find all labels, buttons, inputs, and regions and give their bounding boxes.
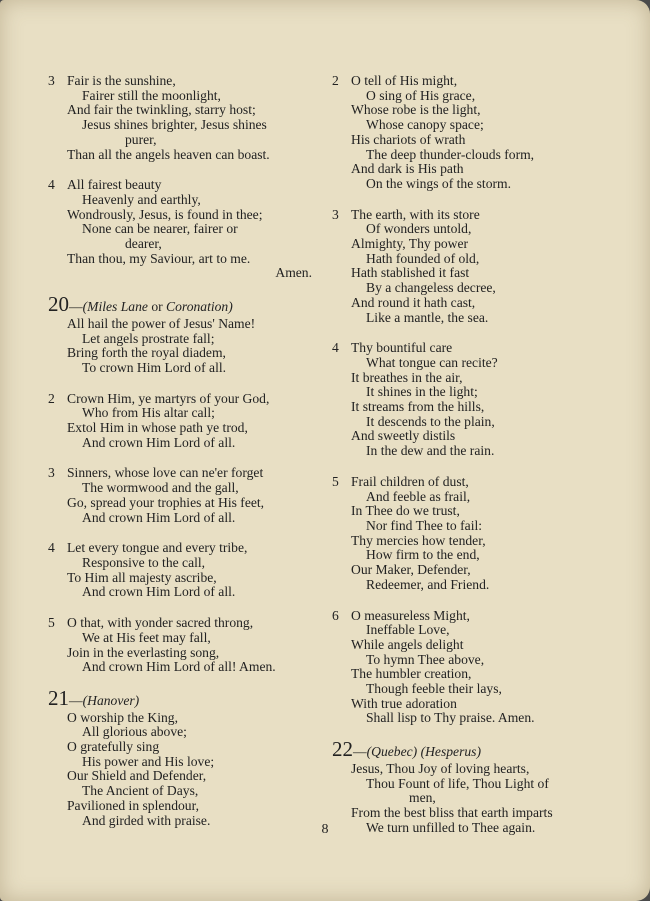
verse-text: To hymn Thee above, [366, 651, 485, 667]
verse-text: Heavenly and earthly, [82, 191, 201, 207]
verse-text: It breathes in the air, [351, 369, 463, 385]
verse-text: Fairer still the moonlight, [82, 87, 221, 103]
verse-text: Who from His altar call; [82, 405, 215, 421]
right-column [332, 74, 612, 851]
verse-line [332, 791, 612, 806]
verse-text: Thy mercies how tender, [351, 532, 486, 548]
verse-line [48, 466, 318, 481]
verse-text: From the best bliss that earth imparts [351, 804, 553, 820]
verse-text: Jesus, Thou Joy of loving hearts, [351, 760, 530, 776]
stanza [48, 711, 318, 829]
verse-text: We turn unfilled to Thee again. [366, 819, 536, 835]
verse-line [48, 660, 318, 675]
verse-text: Our Maker, Defender, [351, 562, 471, 578]
verse-text: Shall lisp to Thy praise. Amen. [366, 710, 535, 726]
verse-line [332, 578, 612, 593]
verse-line [332, 133, 612, 148]
verse-text: And feeble as frail, [366, 488, 471, 504]
verse-text: His power and His love; [82, 753, 215, 769]
verse-line [48, 252, 318, 267]
stanza-number: 3 [48, 73, 55, 88]
verse-text: On the wings of the storm. [366, 175, 511, 191]
verse-line [48, 266, 318, 281]
hymn-number: 21 [48, 685, 69, 710]
tune-names: —(Hanover) [69, 692, 140, 708]
verse-text: And crown Him Lord of all! Amen. [82, 659, 276, 675]
verse-line [48, 406, 318, 421]
verse-line [332, 711, 612, 726]
verse-line [332, 534, 612, 549]
verse-line [332, 519, 612, 534]
verse-line [48, 89, 318, 104]
verse-line [332, 609, 612, 624]
verse-line [48, 222, 318, 237]
verse-line [48, 571, 318, 586]
stanza-number: 4 [48, 177, 55, 193]
verse-line [48, 332, 318, 347]
hymn-number: 20 [48, 292, 69, 317]
verse-line [332, 762, 612, 777]
stanza-number: 4 [332, 340, 339, 356]
verse-line [48, 436, 318, 451]
verse-line [332, 103, 612, 118]
verse-text: Almighty, Thy power [351, 236, 469, 252]
verse-line [48, 799, 318, 814]
verse-line [332, 777, 612, 792]
verse-text: The Ancient of Days, [82, 783, 199, 799]
verse-text: None can be nearer, fairer or [82, 221, 238, 237]
verse-line [332, 237, 612, 252]
verse-line [48, 740, 318, 755]
verse-line [48, 616, 318, 631]
stanza [48, 317, 318, 376]
verse-text: Whose canopy space; [366, 117, 484, 133]
verse-line [332, 118, 612, 133]
verse-text: What tongue can recite? [366, 354, 498, 370]
verse-text: The deep thunder-clouds form, [366, 146, 535, 162]
verse-text: In the dew and the rain. [366, 443, 495, 459]
verse-line [332, 697, 612, 712]
stanza-number: 3 [332, 206, 339, 222]
verse-text: Responsive to the call, [82, 554, 206, 570]
verse-line [332, 444, 612, 459]
verse-line [48, 361, 318, 376]
stanza-number: 2 [332, 73, 339, 88]
verse-line [48, 585, 318, 600]
stanza-number: 5 [48, 615, 55, 631]
tune-names: —(Miles Lane or Coronation) [69, 299, 233, 315]
verse-text: Let every tongue and every tribe, [67, 540, 248, 556]
verse-text: Hath stablished it fast [351, 265, 470, 281]
stanza [332, 208, 612, 326]
stanza [48, 74, 318, 162]
verse-text: How firm to the end, [366, 547, 480, 563]
verse-line [48, 133, 318, 148]
verse-line [332, 371, 612, 386]
verse-text: Thou Fount of life, Thou Light of [366, 775, 549, 791]
verse-text: The earth, with its store [351, 206, 480, 222]
verse-text: Our Shield and Defender, [67, 768, 207, 784]
verse-line [332, 222, 612, 237]
verse-line [332, 475, 612, 490]
verse-line [48, 631, 318, 646]
verse-line [332, 148, 612, 163]
verse-line [332, 311, 612, 326]
verse-text: To Him all majesty ascribe, [67, 569, 217, 585]
verse-text: And girded with praise. [82, 812, 211, 828]
verse-text: All fairest beauty [67, 177, 162, 193]
verse-line [332, 429, 612, 444]
verse-text: We at His feet may fall, [82, 629, 211, 645]
verse-text: Redeemer, and Friend. [366, 576, 490, 592]
verse-line [332, 504, 612, 519]
verse-line [48, 421, 318, 436]
verse-text: men, [409, 790, 436, 806]
verse-text: With true adoration [351, 695, 457, 711]
verse-text: Extol Him in whose path ye trod, [67, 420, 248, 436]
verse-line [332, 341, 612, 356]
verse-line [48, 541, 318, 556]
verse-text: Pavilioned in splendour, [67, 797, 199, 813]
verse-line [332, 563, 612, 578]
verse-line [332, 208, 612, 223]
verse-line [332, 89, 612, 104]
verse-text: And fair the twinkling, starry host; [67, 102, 256, 118]
verse-line [48, 392, 318, 407]
verse-line [332, 667, 612, 682]
verse-line [48, 148, 318, 163]
verse-text: O tell of His might, [351, 73, 458, 88]
verse-text: Though feeble their lays, [366, 681, 502, 697]
verse-line [48, 178, 318, 193]
stanza [48, 616, 318, 675]
tune-names: —(Quebec) (Hesperus) [353, 744, 481, 760]
verse-line [332, 490, 612, 505]
verse-text: While angels delight [351, 636, 464, 652]
verse-text: O sing of His grace, [366, 87, 476, 103]
verse-text: Than thou, my Saviour, art to me. [67, 250, 251, 266]
stanza-number: 2 [48, 390, 55, 406]
verse-line [48, 103, 318, 118]
stanza-number: 4 [48, 540, 55, 556]
verse-text: Fair is the sunshine, [67, 73, 176, 88]
stanza [48, 466, 318, 525]
verse-line [332, 638, 612, 653]
verse-line [48, 725, 318, 740]
verse-text: O gratefully sing [67, 739, 160, 755]
hymn-heading [332, 737, 612, 762]
verse-text: Jesus shines brighter, Jesus shines [82, 117, 267, 133]
verse-text: Amen. [275, 265, 312, 281]
verse-line [332, 74, 612, 89]
verse-line [48, 193, 318, 208]
verse-text: O measureless Might, [351, 607, 470, 623]
verse-line [332, 281, 612, 296]
stanza-number: 6 [332, 607, 339, 623]
verse-line [332, 548, 612, 563]
verse-text: Frail children of dust, [351, 473, 469, 489]
stanza [332, 341, 612, 459]
verse-line [48, 317, 318, 332]
verse-line [48, 481, 318, 496]
verse-line [332, 400, 612, 415]
verse-line [48, 496, 318, 511]
verse-text: Crown Him, ye martyrs of your God, [67, 390, 270, 406]
verse-line [48, 237, 318, 252]
verse-line [48, 511, 318, 526]
verse-text: And crown Him Lord of all. [82, 584, 236, 600]
verse-text: The humbler creation, [351, 666, 472, 682]
verse-text: Wondrously, Jesus, is found in thee; [67, 206, 263, 222]
verse-text: Ineffable Love, [366, 622, 450, 638]
stanza [48, 541, 318, 600]
verse-line [332, 653, 612, 668]
verse-line [48, 118, 318, 133]
verse-text: Join in the everlasting song, [67, 644, 220, 660]
verse-text: His chariots of wrath [351, 131, 466, 147]
verse-text: And crown Him Lord of all. [82, 509, 236, 525]
verse-text: And crown Him Lord of all. [82, 434, 236, 450]
verse-text: Sinners, whose love can ne'er forget [67, 465, 264, 481]
hymn-heading [48, 292, 318, 317]
verse-line [332, 252, 612, 267]
verse-line [332, 162, 612, 177]
verse-text: Than all the angels heaven can boast. [67, 146, 270, 162]
verse-line [332, 177, 612, 192]
verse-text: O that, with yonder sacred throng, [67, 615, 254, 631]
verse-text: O worship the King, [67, 709, 179, 725]
page-number: 8 [321, 822, 329, 837]
verse-text: Thy bountiful care [351, 340, 453, 356]
verse-line [332, 356, 612, 371]
verse-text: Bring forth the royal diadem, [67, 345, 226, 361]
left-column [48, 74, 318, 844]
verse-text: Go, spread your trophies at His feet, [67, 494, 265, 510]
verse-line [332, 296, 612, 311]
verse-line [332, 806, 612, 821]
verse-text: It descends to the plain, [366, 413, 495, 429]
verse-line [332, 385, 612, 400]
verse-text: Like a mantle, the sea. [366, 309, 489, 325]
stanza-number: 5 [332, 473, 339, 489]
verse-line [332, 623, 612, 638]
verse-text: And round it hath cast, [351, 294, 476, 310]
stanza [332, 74, 612, 192]
verse-text: All hail the power of Jesus' Name! [67, 315, 256, 331]
verse-text: purer, [125, 131, 157, 147]
stanza [332, 609, 612, 727]
verse-line [48, 208, 318, 223]
stanza [48, 178, 318, 281]
verse-line [332, 415, 612, 430]
verse-text: By a changeless decree, [366, 280, 496, 296]
verse-text: Nor find Thee to fail: [366, 517, 483, 533]
verse-line [48, 74, 318, 89]
verse-line [48, 646, 318, 661]
stanza [332, 475, 612, 593]
verse-text: Whose robe is the light, [351, 102, 481, 118]
verse-text: Let angels prostrate fall; [82, 330, 215, 346]
verse-line [48, 556, 318, 571]
verse-line [48, 346, 318, 361]
verse-text: dearer, [125, 236, 162, 252]
verse-text: And dark is His path [351, 161, 464, 177]
verse-text: It shines in the light; [366, 384, 478, 400]
verse-line [48, 769, 318, 784]
verse-text: The wormwood and the gall, [82, 480, 239, 496]
verse-line [48, 711, 318, 726]
verse-line [332, 682, 612, 697]
verse-text: In Thee do we trust, [351, 503, 460, 519]
hymn-number: 22 [332, 737, 353, 762]
verse-text: To crown Him Lord of all. [82, 359, 227, 375]
verse-line [48, 755, 318, 770]
verse-text: And sweetly distils [351, 428, 456, 444]
stanza-number: 3 [48, 465, 55, 481]
verse-text: Hath founded of old, [366, 250, 480, 266]
verse-text: It streams from the hills, [351, 399, 485, 415]
verse-line [332, 266, 612, 281]
hymn-heading [48, 685, 318, 710]
verse-text: Of wonders untold, [366, 221, 472, 237]
verse-text: All glorious above; [82, 724, 187, 740]
stanza [48, 392, 318, 451]
verse-line [48, 784, 318, 799]
